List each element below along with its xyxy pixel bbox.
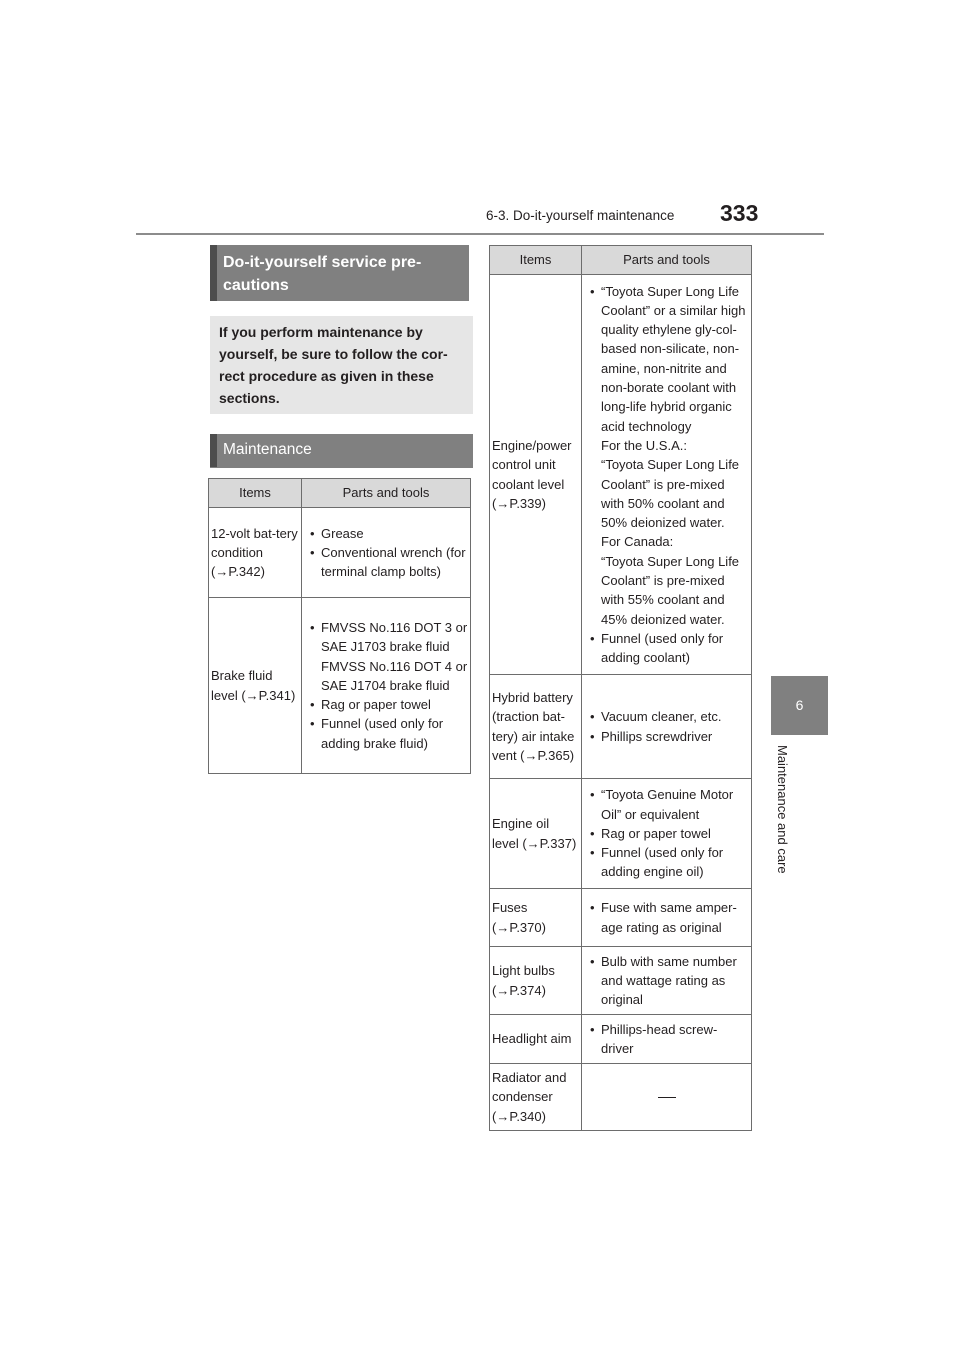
- parts-cell: [582, 947, 752, 1015]
- parts-note: FMVSS No.116 DOT 4 or SAE J1704 brake fluid: [321, 658, 468, 693]
- parts-list-item: • Phillips screwdriver: [584, 727, 749, 746]
- parts-cell: [302, 508, 471, 598]
- item-cell: Hybrid battery (traction bat-tery) air intake vent (→P.365): [490, 675, 582, 779]
- chapter-tab: 6: [771, 676, 828, 735]
- table-header-row: [490, 246, 752, 275]
- col-header-parts: Parts and tools: [302, 479, 471, 508]
- table-row: [490, 675, 752, 779]
- parts-list-item: • Funnel (used only for adding engine oil): [584, 843, 749, 882]
- item-cell: Engine/power control unit coolant level (→P.339): [490, 275, 582, 675]
- parts-list: [584, 898, 749, 937]
- heading-accent-bar: [210, 245, 217, 301]
- parts-list-item: • FMVSS No.116 DOT 3 or SAE J1703 brake fluid: [304, 618, 468, 657]
- parts-cell: [582, 675, 752, 779]
- parts-list-item: • Funnel (used only for adding coolant): [584, 629, 749, 668]
- parts-list: [584, 282, 749, 668]
- heading-accent-bar: [210, 434, 217, 467]
- parts-list-item: • “Toyota Genuine Motor Oil” or equivalent: [584, 785, 749, 824]
- parts-cell: [582, 275, 752, 675]
- item-cell: Radiator and condenser (→P.340): [490, 1064, 582, 1131]
- table-row: [490, 947, 752, 1015]
- parts-cell: [582, 1015, 752, 1064]
- item-cell: Headlight aim: [490, 1015, 582, 1064]
- col-header-parts: Parts and tools: [582, 246, 752, 275]
- table-row: [209, 598, 471, 774]
- table-row: [209, 508, 471, 598]
- maintenance-heading-rule: [210, 467, 473, 468]
- parts-list: [304, 524, 468, 582]
- parts-note: “Toyota Super Long Life Coolant” is pre-mixed with 55% coolant and 45% deionized water.: [601, 553, 740, 627]
- parts-list-item: • Funnel (used only for adding brake fluid): [304, 714, 468, 753]
- table-row: [490, 1015, 752, 1064]
- parts-cell: [582, 779, 752, 889]
- parts-note: “Toyota Super Long Life Coolant” is pre-mixed with 50% coolant and 50% deionized water.: [601, 457, 740, 531]
- table-row: [490, 779, 752, 889]
- no-parts-dash: [658, 1097, 676, 1098]
- maintenance-table-right: [489, 245, 752, 1131]
- parts-note: For Canada:: [601, 534, 674, 550]
- service-precautions-heading: [210, 245, 469, 301]
- parts-list-item: • “Toyota Super Long Life Coolant” or a similar high quality ethylene gly-col-based non-silicate, non-amine, non-nitrite and non-borate coolant with long-life hybrid organic acid technology: [584, 282, 749, 436]
- parts-list-item: • Phillips-head screw-driver: [584, 1020, 749, 1059]
- maintenance-heading: [210, 434, 473, 467]
- parts-list-item: • Grease: [304, 524, 468, 543]
- running-header-section: 6-3. Do-it-yourself maintenance: [486, 208, 675, 223]
- parts-note: For the U.S.A.:: [601, 437, 687, 453]
- parts-list-item: • Bulb with same number and wattage rating as original: [584, 952, 749, 1010]
- item-cell: Fuses (→P.370): [490, 889, 582, 947]
- intro-box: [210, 316, 473, 414]
- item-cell: 12-volt bat-tery condition (→P.342): [209, 508, 302, 598]
- parts-cell: [582, 1064, 752, 1131]
- service-precautions-title: Do-it-yourself service pre-cautions: [223, 254, 422, 294]
- parts-list: [584, 1020, 749, 1059]
- parts-list: [584, 707, 749, 746]
- table-row: [490, 275, 752, 675]
- parts-list-item: • Rag or paper towel: [584, 824, 749, 843]
- table-row: [490, 889, 752, 947]
- parts-cell: [582, 889, 752, 947]
- intro-text: If you perform maintenance by yourself, be sure to follow the cor-rect procedure as given in these sections.: [219, 324, 448, 406]
- parts-list: [584, 952, 749, 1010]
- header-rule: [136, 233, 824, 235]
- parts-list-item: • Rag or paper towel: [304, 695, 468, 714]
- item-cell: Engine oil level (→P.337): [490, 779, 582, 889]
- table-header-row: [209, 479, 471, 508]
- parts-list: [584, 785, 749, 881]
- parts-list-item: • Conventional wrench (for terminal clamp bolts): [304, 543, 468, 582]
- col-header-items: Items: [209, 479, 302, 508]
- col-header-items: Items: [490, 246, 582, 275]
- parts-cell: [302, 598, 471, 774]
- parts-list-item: • Vacuum cleaner, etc.: [584, 707, 749, 726]
- parts-list: [304, 618, 468, 753]
- table-row: [490, 1064, 752, 1131]
- maintenance-title: Maintenance: [223, 441, 312, 458]
- parts-list-item: • Fuse with same amper-age rating as original: [584, 898, 749, 937]
- chapter-tab-label: Maintenance and care: [775, 745, 790, 874]
- maintenance-table-left: [208, 478, 471, 774]
- item-cell: Brake fluid level (→P.341): [209, 598, 302, 774]
- page-number: 333: [720, 200, 759, 226]
- item-cell: Light bulbs (→P.374): [490, 947, 582, 1015]
